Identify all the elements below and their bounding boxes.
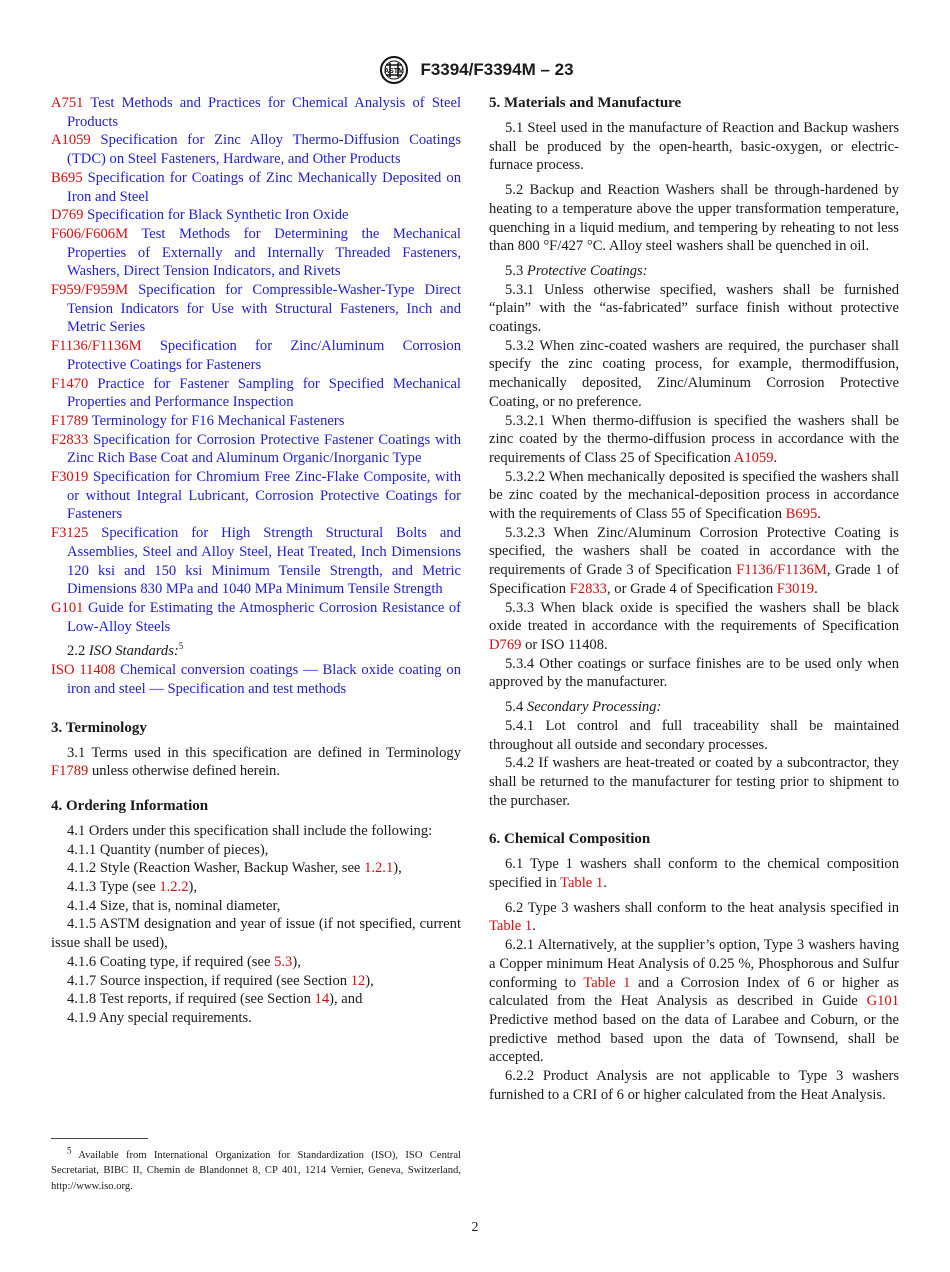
xref-link[interactable]: 1.2.1 <box>364 860 394 877</box>
reference-link[interactable]: F959/F959M <box>51 282 129 299</box>
xref-link[interactable]: F2833 <box>569 580 607 597</box>
page-header <box>0 55 950 85</box>
reference-item: F606/F606M Test Methods for Determining the Mechanical Properties of Externally and Internally Threaded Fasteners, Washers, Direct Tension Indicators, and Rivets <box>51 225 461 280</box>
reference-link[interactable]: B695 <box>51 169 83 186</box>
list-item: 4.1.9 Any special requirements. <box>67 1009 252 1026</box>
left-column <box>51 94 461 1028</box>
iso-standards-heading: 2.2 ISO Standards:$^5$ <box>67 641 184 660</box>
list-item: 4.1.4 Size, that is, nominal diameter, <box>67 897 281 914</box>
paragraph: 5.4.1 Lot control and full traceability shall be maintained throughout all outside and secondary processes. <box>489 717 899 753</box>
footnote: $^5$ Available from International Organization for Standardization (ISO), ISO Central Secretariat, BIBC II, Chemin de Blandonnet 8, CP 401, 1214 Vernier, Geneva, Switzerland, http://www.iso.org. <box>51 1145 461 1192</box>
reference-item: ISO 11408 Chemical conversion coatings — Black oxide coating on iron and steel — Specification and test methods <box>51 662 461 697</box>
right-column <box>489 94 899 1104</box>
subsection-heading: 5.3 Protective Coatings: <box>505 262 648 279</box>
list-item: 4.1.6 Coating type, if required (see 5.3), <box>67 953 301 970</box>
list-item: 4.1.5 ASTM designation and year of issue (if not specified, current issue shall be used), <box>51 916 461 952</box>
paragraph: 4.1 Orders under this specification shall include the following: <box>67 822 433 839</box>
reference-link[interactable]: F606/F606M <box>51 225 129 242</box>
xref-link[interactable]: 5.3 <box>274 953 293 970</box>
reference-link[interactable]: F3019 <box>51 469 89 486</box>
paragraph: 6.2.1 Alternatively, at the supplier’s option, Type 3 washers having a Copper minimum Heat Analysis of 0.25 %, Phosphorous and Sulfur conforming to Table 1 and a Corrosion Index of 6 or higher as calculated from the Heat Analysis as described in Guide G101 Predictive method based on the data of Larabee and Coburn, or the predictive method based upon the data of Townsend, shall be accepted. <box>489 937 899 1066</box>
section-heading-materials: 5. Materials and Manufacture <box>489 95 682 111</box>
reference-link[interactable]: F2833 <box>51 431 89 448</box>
reference-link[interactable]: ISO 11408 <box>51 662 116 679</box>
reference-item: F2833 Specification for Corrosion Protective Fastener Coatings with Zinc Rich Base Coat and Aluminum Organic/Inorganic Type <box>51 431 461 467</box>
xref-link[interactable]: 14 <box>314 991 330 1008</box>
reference-item: F1470 Practice for Fastener Sampling for Specified Mechanical Properties and Performance Inspection <box>51 375 461 411</box>
reference-item: F3019 Specification for Chromium Free Zinc-Flake Composite, with or without Integral Lubricant, Corrosion Protective Coatings for Fasteners <box>51 469 462 523</box>
paragraph: 5.3.2 When zinc-coated washers are required, the purchaser shall specify the zinc coating process, for example, thermodiffusion, mechanically deposited, Zinc/Aluminum Corrosion Protective Coating, or no preference. <box>489 337 899 410</box>
xref-link[interactable]: D769 <box>489 636 522 653</box>
reference-item: B695 Specification for Coatings of Zinc Mechanically Deposited on Iron and Steel <box>51 169 461 205</box>
section-heading-chemical: 6. Chemical Composition <box>489 831 651 848</box>
paragraph: 5.2 Backup and Reaction Washers shall be through-hardened by heating to a temperature above the upper transformation temperature, quenching in a liquid medium, and tempering by reheating to not less than 800 °F/427 °C. Alloy steel washers shall be quenched in oil. <box>489 182 899 255</box>
paragraph: 6.2 Type 3 washers shall conform to the heat analysis specified in Table 1. <box>489 899 899 935</box>
paragraph: 5.3.2.3 When Zinc/Aluminum Corrosion Protective Coating is specified, the washers shall be coated in accordance with the requirements of Grade 3 of Specification F1136/F1136M, Grade 1 of Specification F2833, or Grade 4 of Specification F3019. <box>489 524 899 597</box>
list-item: 4.1.1 Quantity (number of pieces), <box>67 841 269 858</box>
xref-link[interactable]: A1059 <box>733 449 774 466</box>
reference-item: F959/F959M Specification for Compressible-Washer-Type Direct Tension Indicators for Use with Structural Fasteners, Inch and Metric Series <box>51 282 461 336</box>
list-item: 4.1.3 Type (see 1.2.2), <box>67 879 198 896</box>
reference-item: F1789 Terminology for F16 Mechanical Fasteners <box>51 412 345 429</box>
xref-link[interactable]: Table 1 <box>560 875 604 892</box>
reference-item: G101 Guide for Estimating the Atmospheric Corrosion Resistance of Low-Alloy Steels <box>51 599 461 635</box>
paragraph: 3.1 Terms used in this specification are defined in Terminology F1789 unless otherwise defined herein. <box>51 744 461 780</box>
paragraph: 6.1 Type 1 washers shall conform to the chemical composition specified in Table 1. <box>489 856 899 892</box>
xref-link[interactable]: 12 <box>350 972 366 989</box>
page-number: 2 <box>471 1220 479 1235</box>
paragraph: 5.3.2.1 When thermo-diffusion is specified the washers shall be zinc coated by the thermo-diffusion process in accordance with the requirements of Class 25 of Specification A1059. <box>489 412 899 466</box>
section-heading-ordering: 4. Ordering Information <box>51 797 209 814</box>
xref-link[interactable]: B695 <box>785 506 818 523</box>
reference-link[interactable]: F1136/F1136M <box>51 338 142 355</box>
xref-link[interactable]: F1136/F1136M <box>736 562 827 579</box>
paragraph: 5.3.4 Other coatings or surface finishes are to be used only when approved by the manufacturer. <box>489 655 899 691</box>
subsection-heading: 5.4 Secondary Processing: <box>505 699 662 716</box>
paragraph: 5.3.3 When black oxide is specified the washers shall be black oxide treated in accordance with the requirements of Specification D769 or ISO 11408. <box>489 599 899 653</box>
astm-logo-icon <box>376 55 412 85</box>
paragraph: 5.4.2 If washers are heat-treated or coated by a subcontractor, they shall be returned to the manufacturer for testing prior to shipment to the purchaser. <box>489 755 899 809</box>
reference-link[interactable]: D769 <box>51 207 84 224</box>
reference-link[interactable]: A751 <box>51 95 84 111</box>
reference-item: A751 Test Methods and Practices for Chemical Analysis of Steel Products <box>51 95 461 130</box>
list-item: 4.1.8 Test reports, if required (see Section 14), and <box>67 991 363 1008</box>
paragraph: 5.3.2.2 When mechanically deposited is specified the washers shall be zinc coated by the mechanical-deposition process in accordance with the requirements of Class 55 of Specification B695. <box>489 468 899 523</box>
reference-item: F1136/F1136M Specification for Zinc/Aluminum Corrosion Protective Coatings for Fasteners <box>51 338 461 373</box>
svg-text:ASTM: ASTM <box>384 68 405 75</box>
footnote-divider <box>51 1138 148 1139</box>
xref-link[interactable]: G101 <box>866 993 899 1010</box>
xref-link[interactable]: Table 1 <box>583 974 631 991</box>
paragraph: 5.1 Steel used in the manufacture of Reaction and Backup washers shall be produced by the open-hearth, basic-oxygen, or electric-furnace process. <box>489 120 899 174</box>
reference-link[interactable]: F1470 <box>51 375 89 392</box>
paragraph: 5.3.1 Unless otherwise specified, washers shall be furnished “plain” with the “as-fabricated” surface finish without protective coatings. <box>489 281 899 336</box>
paragraph: 6.2.2 Product Analysis are not applicable to Type 3 washers furnished to a CRI of 6 or higher calculated from the Heat Analysis. <box>489 1068 899 1103</box>
xref-link[interactable]: 1.2.2 <box>159 879 189 896</box>
xref-link[interactable]: Table 1 <box>489 918 533 935</box>
document-code: F3394/F3394M – 23 <box>420 60 574 79</box>
xref-link[interactable]: F1789 <box>51 763 89 780</box>
list-item: 4.1.2 Style (Reaction Washer, Backup Washer, see 1.2.1), <box>67 860 402 877</box>
reference-link[interactable]: G101 <box>51 599 84 616</box>
reference-item: A1059 Specification for Zinc Alloy Thermo-Diffusion Coatings (TDC) on Steel Fasteners, Hardware, and Other Products <box>51 132 461 168</box>
reference-list <box>51 94 461 636</box>
xref-link[interactable]: F3019 <box>776 580 815 597</box>
reference-link[interactable]: F3125 <box>51 525 89 542</box>
reference-item: D769 Specification for Black Synthetic Iron Oxide <box>51 207 349 224</box>
list-item: 4.1.7 Source inspection, if required (see Section 12), <box>67 972 374 989</box>
section-heading-terminology: 3. Terminology <box>51 719 147 736</box>
reference-item: F3125 Specification for High Strength Structural Bolts and Assemblies, Steel and Alloy Steel, Heat Treated, Inch Dimensions 120 ksi and 150 ksi Minimum Tensile Strength, and Metric Dimensions 830 MPa and 1040 MPa Minimum Tensile Strength <box>51 525 462 598</box>
reference-link[interactable]: A1059 <box>51 132 91 149</box>
reference-link[interactable]: F1789 <box>51 412 89 429</box>
